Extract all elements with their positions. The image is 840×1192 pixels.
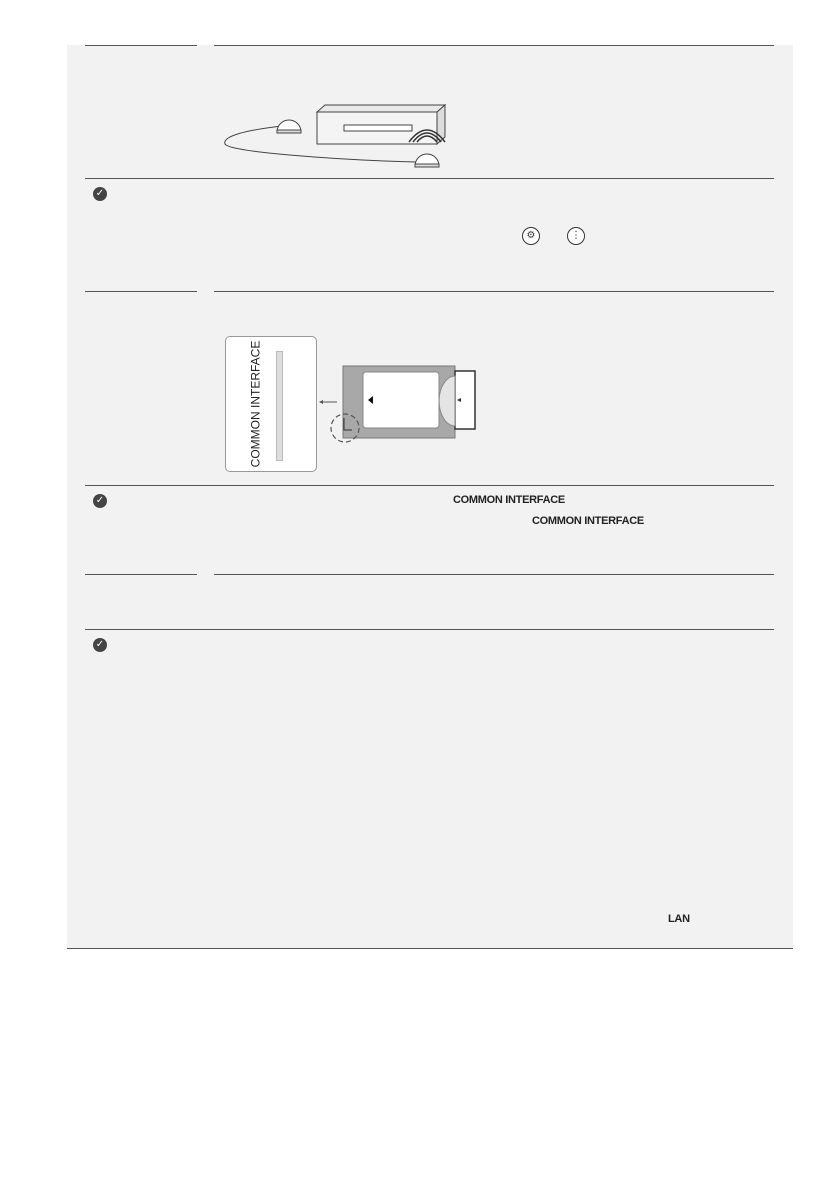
content-panel [67, 45, 793, 949]
section-3-rule-left [85, 574, 197, 575]
ci-slot-label: COMMON INTERFACE [248, 340, 263, 468]
ci-slot-card [225, 336, 317, 472]
ci-module-illustration [317, 360, 487, 460]
note-3-term-lan: LAN [668, 913, 690, 925]
check-circle-icon: ✓ [93, 494, 107, 508]
note-2-term-common-interface-2: COMMON INTERFACE [532, 515, 644, 527]
note-2-rule [85, 485, 774, 486]
section-1-rule-right [214, 45, 774, 46]
section-3-rule-right [214, 574, 774, 575]
more-vertical-icon: ⋮ [567, 227, 585, 245]
note-1-rule [85, 178, 774, 179]
check-circle-icon: ✓ [93, 638, 107, 652]
settings-gear-icon: ⚙ [522, 227, 540, 245]
note-2-term-common-interface: COMMON INTERFACE [453, 494, 565, 506]
ci-slot-opening [276, 351, 283, 461]
section-1-rule-left [85, 45, 197, 46]
section-2-rule-left [85, 291, 197, 292]
section-2-rule-right [214, 291, 774, 292]
ir-blaster-illustration [217, 100, 457, 180]
check-circle-icon: ✓ [93, 187, 107, 201]
note-3-rule [85, 629, 774, 630]
